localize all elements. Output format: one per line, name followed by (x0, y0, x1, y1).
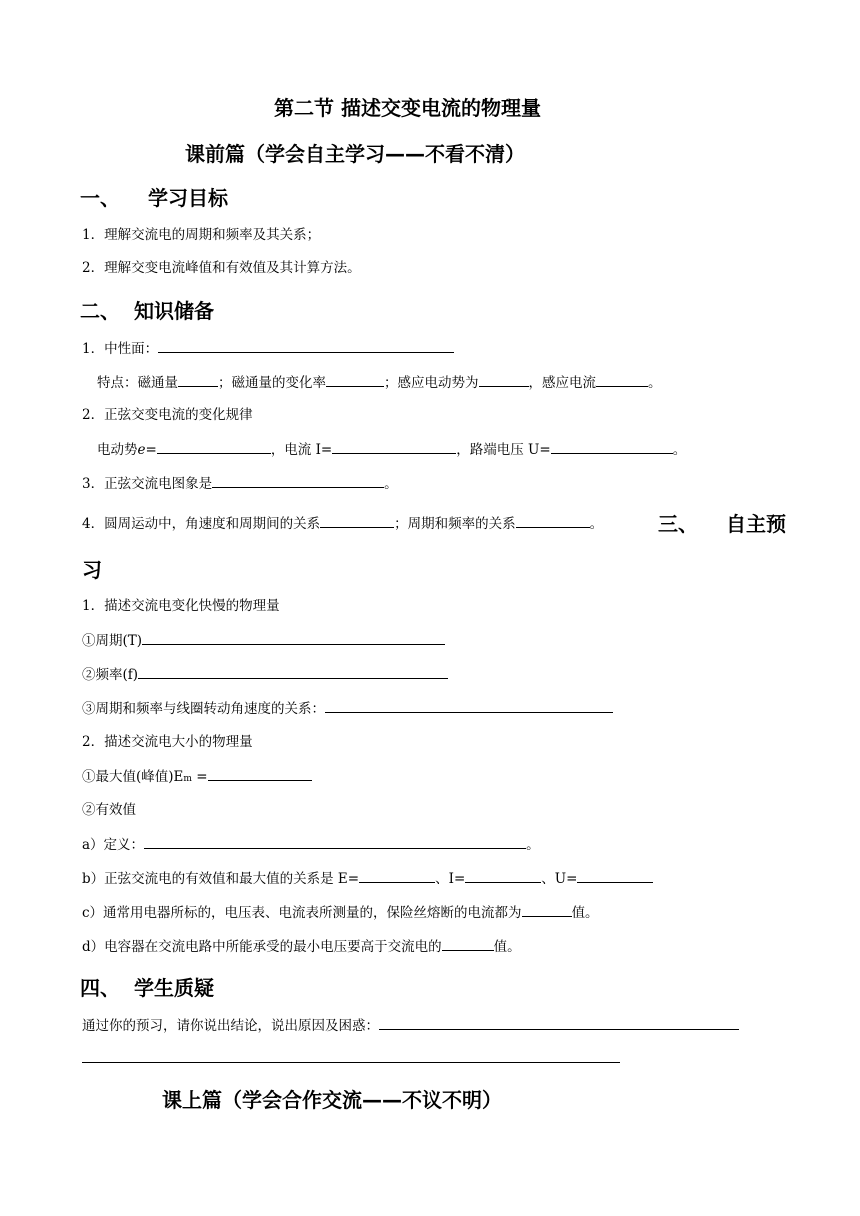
definition-text: a）定义： (82, 837, 145, 853)
blank-current-eq[interactable] (332, 440, 456, 454)
blank-emf-eq[interactable] (157, 440, 271, 454)
sine-rule-equations (97, 440, 686, 459)
eff-max-text-c: 、U= (541, 871, 578, 887)
max-text-b: = (191, 769, 208, 785)
blank-flux[interactable] (178, 373, 218, 387)
blank-u[interactable] (577, 869, 653, 883)
blank-neutral-plane[interactable] (158, 339, 454, 353)
rated-value-line (82, 903, 599, 922)
page-title: 第二节 描述交变电流的物理量 (274, 96, 541, 120)
graph-text-b: 。 (384, 476, 398, 492)
section1-num: 一、 (80, 186, 120, 210)
sine-graph-label (82, 474, 398, 493)
blank-questions-1[interactable] (379, 1016, 739, 1030)
section2-title: 知识储备 (134, 299, 214, 323)
section4-heading (80, 972, 214, 1001)
eq-text-d: ，路端电压 U= (456, 442, 551, 458)
max-value-line (82, 767, 312, 788)
goal-item-2: 2．理解交变电流峰值和有效值及其计算方法。 (82, 260, 361, 276)
neutral-plane-text: 1．中性面： (82, 341, 159, 357)
effective-value-label: ②有效值 (82, 802, 136, 818)
magnitude-quantities-label: 2．描述交流电大小的物理量 (82, 734, 253, 750)
relation-eff-max-line (82, 869, 653, 888)
section3-num: 三、 (658, 512, 698, 536)
blank-current[interactable] (596, 373, 648, 387)
capacitor-line (82, 937, 521, 956)
circular-motion-line (82, 514, 603, 533)
sine-rule-label: 2．正弦交变电流的变化规律 (82, 407, 253, 423)
section3-heading (658, 508, 786, 537)
goal-item-1: 1．理解交流电的周期和频率及其关系； (82, 227, 321, 243)
eq-text-b: = (145, 442, 157, 458)
blank-e[interactable] (359, 869, 435, 883)
blank-freq[interactable] (138, 665, 448, 679)
feature-text-d: ，感应电流 (528, 375, 596, 391)
relation-line (82, 699, 613, 718)
blank-capacitor[interactable] (442, 937, 494, 951)
definition-end: 。 (526, 837, 540, 853)
speed-quantities-label: 1．描述交流电变化快慢的物理量 (82, 598, 280, 614)
definition-line (82, 835, 540, 854)
section1-title: 学习目标 (148, 186, 228, 210)
blank-questions-2[interactable] (82, 1062, 620, 1063)
blank-max[interactable] (208, 767, 312, 781)
period-text: ①周期(T) (82, 633, 143, 649)
neutral-plane-features (97, 373, 662, 392)
eq-text-c: ，电流 I= (270, 442, 333, 458)
blank-flux-rate[interactable] (326, 373, 384, 387)
feature-text-e: 。 (648, 375, 662, 391)
section3-title-a: 自主预 (726, 512, 786, 536)
relation-text: ③周期和频率与线圈转动角速度的关系： (82, 701, 325, 717)
section4-title: 学生质疑 (134, 976, 214, 1000)
rated-text-b: 值。 (571, 905, 599, 921)
capacitor-text-a: d）电容器在交流电路中所能承受的最小电压要高于交流电的 (82, 939, 442, 955)
blank-i[interactable] (465, 869, 541, 883)
blank-rated[interactable] (522, 903, 572, 917)
capacitor-text-b: 值。 (493, 939, 521, 955)
eff-max-text-b: 、I= (435, 871, 466, 887)
circ-text-b: ；周期和频率的关系 (394, 516, 516, 532)
max-text-a: ①最大值(峰值)E (82, 769, 184, 785)
freq-line (82, 665, 448, 684)
neutral-plane-label (82, 339, 454, 358)
eq-symbol-e: e (137, 442, 146, 458)
freq-text: ②频率(f) (82, 667, 139, 683)
blank-period-freq[interactable] (516, 514, 590, 528)
blank-relation[interactable] (325, 699, 613, 713)
eq-text-f: 。 (672, 442, 687, 458)
questions-text: 通过你的预习，请你说出结论，说出原因及困惑： (82, 1018, 379, 1034)
blank-voltage-eq[interactable] (551, 440, 673, 454)
blank-omega-period[interactable] (320, 514, 394, 528)
feature-text-b: ；磁通量的变化率 (218, 375, 326, 391)
section3-title-b: 习 (82, 558, 102, 582)
max-subscript: m (183, 774, 192, 784)
blank-graph[interactable] (212, 474, 384, 488)
eq-text-a: 电动势 (97, 442, 138, 458)
circ-text-c: 。 (589, 516, 604, 532)
part2-title: 课上篇（学会合作交流——不议不明） (162, 1088, 502, 1112)
part1-title: 课前篇（学会自主学习——不看不清） (185, 142, 525, 166)
circ-text-a: 4．圆周运动中，角速度和周期间的关系 (82, 516, 321, 532)
section4-num: 四、 (80, 976, 120, 1000)
eff-max-text-a: b）正弦交流电的有效值和最大值的关系是 E= (82, 871, 360, 887)
section1-heading (80, 182, 228, 211)
rated-text-a: c）通常用电器所标的，电压表、电流表所测量的，保险丝熔断的电流都为 (82, 905, 522, 921)
blank-period[interactable] (142, 631, 445, 645)
period-line (82, 631, 445, 650)
section2-num: 二、 (80, 299, 120, 323)
feature-text-c: ；感应电动势为 (384, 375, 479, 391)
feature-text-a: 特点：磁通量 (97, 375, 178, 391)
questions-line (82, 1016, 739, 1035)
graph-text-a: 3．正弦交流电图象是 (82, 476, 213, 492)
section2-heading (80, 295, 214, 324)
blank-definition[interactable] (144, 835, 526, 849)
blank-emf[interactable] (479, 373, 529, 387)
